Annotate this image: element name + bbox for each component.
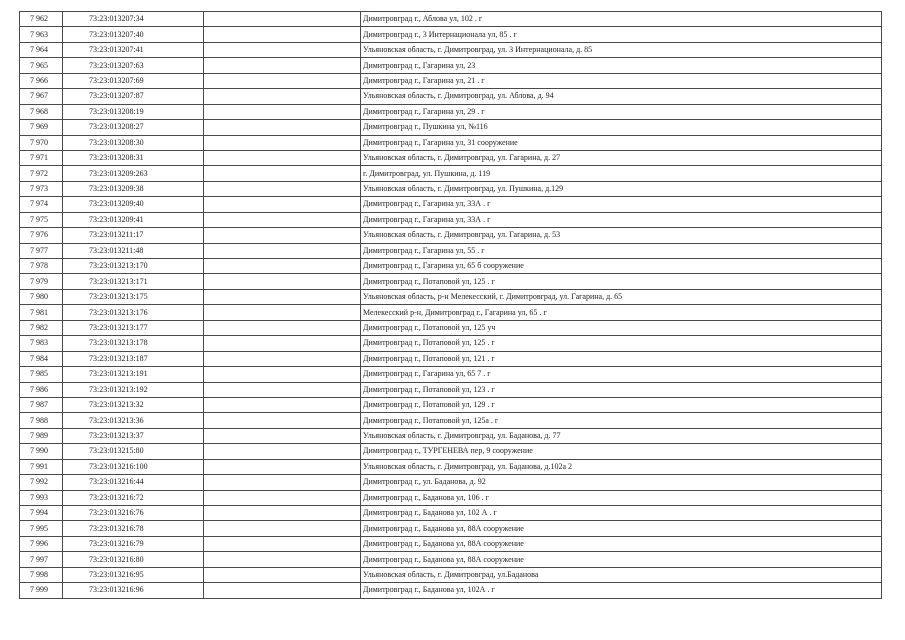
- empty-cell: [204, 73, 361, 88]
- row-number-cell: 7 974: [20, 197, 63, 212]
- cadastral-number-cell: 73:23:013213:178: [63, 336, 204, 351]
- address-cell: Ульяновская область, г. Димитровград, ул. Гагарина, д. 27: [361, 150, 882, 165]
- cadastral-number-cell: 73:23:013213:32: [63, 397, 204, 412]
- row-number-cell: 7 967: [20, 89, 63, 104]
- address-cell: Димитровград г., Потаповой ул, 125 уч: [361, 320, 882, 335]
- table-row: [20, 228, 882, 243]
- table-row: [20, 274, 882, 289]
- cadastral-number-cell: 73:23:013216:72: [63, 490, 204, 505]
- cadastral-number-cell: 73:23:013213:191: [63, 367, 204, 382]
- row-number-cell: 7 989: [20, 428, 63, 443]
- empty-cell: [204, 181, 361, 196]
- registry-table-body: [20, 12, 882, 599]
- row-number-cell: 7 996: [20, 536, 63, 551]
- table-row: [20, 73, 882, 88]
- row-number-cell: 7 993: [20, 490, 63, 505]
- empty-cell: [204, 506, 361, 521]
- address-cell: Ульяновская область, г. Димитровград, ул. Баданова, д.102а 2: [361, 459, 882, 474]
- empty-cell: [204, 89, 361, 104]
- empty-cell: [204, 336, 361, 351]
- row-number-cell: 7 985: [20, 367, 63, 382]
- table-row: [20, 336, 882, 351]
- empty-cell: [204, 228, 361, 243]
- cadastral-number-cell: 73:23:013213:187: [63, 351, 204, 366]
- row-number-cell: 7 997: [20, 552, 63, 567]
- empty-cell: [204, 166, 361, 181]
- empty-cell: [204, 475, 361, 490]
- address-cell: Димитровград г., Пушкина ул, №116: [361, 120, 882, 135]
- address-cell: Ульяновская область, г. Димитровград, ул. Пушкина, д.129: [361, 181, 882, 196]
- row-number-cell: 7 965: [20, 58, 63, 73]
- row-number-cell: 7 986: [20, 382, 63, 397]
- empty-cell: [204, 428, 361, 443]
- table-row: [20, 166, 882, 181]
- address-cell: Димитровград г., Баданова ул, 88А сооружение: [361, 552, 882, 567]
- table-row: [20, 12, 882, 27]
- cadastral-number-cell: 73:23:013207:40: [63, 27, 204, 42]
- address-cell: Ульяновская область, г. Димитровград, ул. Баданова, д. 77: [361, 428, 882, 443]
- address-cell: Димитровград г., Баданова ул, 88А сооружение: [361, 536, 882, 551]
- cadastral-number-cell: 73:23:013207:63: [63, 58, 204, 73]
- row-number-cell: 7 969: [20, 120, 63, 135]
- address-cell: Димитровград г., Гагарина ул, 65 б сооружение: [361, 259, 882, 274]
- empty-cell: [204, 243, 361, 258]
- empty-cell: [204, 12, 361, 27]
- empty-cell: [204, 351, 361, 366]
- table-row: [20, 243, 882, 258]
- table-row: [20, 475, 882, 490]
- table-row: [20, 444, 882, 459]
- row-number-cell: 7 976: [20, 228, 63, 243]
- row-number-cell: 7 981: [20, 305, 63, 320]
- cadastral-number-cell: 73:23:013216:79: [63, 536, 204, 551]
- table-row: [20, 212, 882, 227]
- table-row: [20, 181, 882, 196]
- table-row: [20, 367, 882, 382]
- cadastral-number-cell: 73:23:013216:44: [63, 475, 204, 490]
- table-row: [20, 42, 882, 57]
- empty-cell: [204, 104, 361, 119]
- empty-cell: [204, 397, 361, 412]
- address-cell: Ульяновская область, г. Димитровград, ул.Баданова: [361, 567, 882, 582]
- table-row: [20, 89, 882, 104]
- address-cell: Димитровград г., Гагарина ул, 29 . г: [361, 104, 882, 119]
- cadastral-number-cell: 73:23:013215:80: [63, 444, 204, 459]
- empty-cell: [204, 521, 361, 536]
- table-row: [20, 289, 882, 304]
- empty-cell: [204, 490, 361, 505]
- cadastral-number-cell: 73:23:013208:19: [63, 104, 204, 119]
- table-row: [20, 506, 882, 521]
- cadastral-number-cell: 73:23:013207:41: [63, 42, 204, 57]
- table-row: [20, 413, 882, 428]
- address-cell: Димитровград г., Потаповой ул, 123 . г: [361, 382, 882, 397]
- empty-cell: [204, 259, 361, 274]
- row-number-cell: 7 980: [20, 289, 63, 304]
- address-cell: Димитровград г., Аблова ул, 102 . г: [361, 12, 882, 27]
- table-row: [20, 305, 882, 320]
- cadastral-number-cell: 73:23:013216:76: [63, 506, 204, 521]
- cadastral-number-cell: 73:23:013207:87: [63, 89, 204, 104]
- table-row: [20, 320, 882, 335]
- cadastral-number-cell: 73:23:013216:80: [63, 552, 204, 567]
- row-number-cell: 7 992: [20, 475, 63, 490]
- address-cell: Димитровград г., Баданова ул, 102 А . г: [361, 506, 882, 521]
- cadastral-number-cell: 73:23:013216:95: [63, 567, 204, 582]
- cadastral-number-cell: 73:23:013207:69: [63, 73, 204, 88]
- cadastral-number-cell: 73:23:013213:176: [63, 305, 204, 320]
- cadastral-number-cell: 73:23:013208:27: [63, 120, 204, 135]
- table-row: [20, 536, 882, 551]
- empty-cell: [204, 459, 361, 474]
- cadastral-number-cell: 73:23:013216:96: [63, 583, 204, 598]
- address-cell: Ульяновская область, г. Димитровград, ул. Гагарина, д. 53: [361, 228, 882, 243]
- address-cell: Димитровград г., Гагарина ул, 21 . г: [361, 73, 882, 88]
- row-number-cell: 7 979: [20, 274, 63, 289]
- row-number-cell: 7 991: [20, 459, 63, 474]
- table-row: [20, 150, 882, 165]
- row-number-cell: 7 963: [20, 27, 63, 42]
- empty-cell: [204, 135, 361, 150]
- empty-cell: [204, 382, 361, 397]
- address-cell: Димитровград г., Потаповой ул, 125 . г: [361, 274, 882, 289]
- table-row: [20, 521, 882, 536]
- address-cell: Ульяновская область, г. Димитровград, ул. Аблова, д. 94: [361, 89, 882, 104]
- row-number-cell: 7 977: [20, 243, 63, 258]
- address-cell: Димитровград г., Гагарина ул, 33А . г: [361, 212, 882, 227]
- address-cell: Мелекесский р-н, Димитровград г., Гагарина ул, 65 . г: [361, 305, 882, 320]
- table-row: [20, 197, 882, 212]
- cadastral-number-cell: 73:23:013209:41: [63, 212, 204, 227]
- row-number-cell: 7 988: [20, 413, 63, 428]
- row-number-cell: 7 978: [20, 259, 63, 274]
- empty-cell: [204, 212, 361, 227]
- table-row: [20, 583, 882, 598]
- cadastral-number-cell: 73:23:013213:170: [63, 259, 204, 274]
- row-number-cell: 7 973: [20, 181, 63, 196]
- empty-cell: [204, 120, 361, 135]
- row-number-cell: 7 972: [20, 166, 63, 181]
- table-row: [20, 382, 882, 397]
- table-row: [20, 27, 882, 42]
- cadastral-number-cell: 73:23:013213:175: [63, 289, 204, 304]
- address-cell: Димитровград г., ТУРГЕНЕВА пер, 9 сооружение: [361, 444, 882, 459]
- cadastral-number-cell: 73:23:013211:48: [63, 243, 204, 258]
- address-cell: Димитровград г., Гагарина ул, 31 сооружение: [361, 135, 882, 150]
- empty-cell: [204, 552, 361, 567]
- empty-cell: [204, 150, 361, 165]
- cadastral-number-cell: 73:23:013213:36: [63, 413, 204, 428]
- table-row: [20, 58, 882, 73]
- table-row: [20, 104, 882, 119]
- cadastral-number-cell: 73:23:013213:171: [63, 274, 204, 289]
- empty-cell: [204, 289, 361, 304]
- table-row: [20, 120, 882, 135]
- table-row: [20, 351, 882, 366]
- cadastral-number-cell: 73:23:013208:30: [63, 135, 204, 150]
- cadastral-number-cell: 73:23:013211:17: [63, 228, 204, 243]
- empty-cell: [204, 274, 361, 289]
- row-number-cell: 7 984: [20, 351, 63, 366]
- registry-table: [19, 11, 882, 599]
- empty-cell: [204, 413, 361, 428]
- row-number-cell: 7 971: [20, 150, 63, 165]
- empty-cell: [204, 367, 361, 382]
- cadastral-number-cell: 73:23:013213:192: [63, 382, 204, 397]
- cadastral-number-cell: 73:23:013209:40: [63, 197, 204, 212]
- row-number-cell: 7 962: [20, 12, 63, 27]
- row-number-cell: 7 983: [20, 336, 63, 351]
- empty-cell: [204, 42, 361, 57]
- table-row: [20, 490, 882, 505]
- empty-cell: [204, 444, 361, 459]
- empty-cell: [204, 320, 361, 335]
- table-row: [20, 552, 882, 567]
- table-row: [20, 397, 882, 412]
- cadastral-number-cell: 73:23:013209:38: [63, 181, 204, 196]
- empty-cell: [204, 197, 361, 212]
- row-number-cell: 7 987: [20, 397, 63, 412]
- address-cell: Димитровград г., Гагарина ул, 65 7 . г: [361, 367, 882, 382]
- address-cell: Димитровград г., Потаповой ул, 129 . г: [361, 397, 882, 412]
- address-cell: г. Димитровград, ул. Пушкина, д. 119: [361, 166, 882, 181]
- cadastral-number-cell: 73:23:013216:78: [63, 521, 204, 536]
- empty-cell: [204, 567, 361, 582]
- cadastral-number-cell: 73:23:013213:177: [63, 320, 204, 335]
- address-cell: Димитровград г., Гагарина ул, 55 . г: [361, 243, 882, 258]
- table-row: [20, 567, 882, 582]
- address-cell: Димитровград г., Потаповой ул, 125а . г: [361, 413, 882, 428]
- empty-cell: [204, 583, 361, 598]
- row-number-cell: 7 968: [20, 104, 63, 119]
- row-number-cell: 7 964: [20, 42, 63, 57]
- empty-cell: [204, 58, 361, 73]
- empty-cell: [204, 305, 361, 320]
- table-row: [20, 135, 882, 150]
- row-number-cell: 7 998: [20, 567, 63, 582]
- address-cell: Димитровград г., 3 Интернационала ул, 85 . г: [361, 27, 882, 42]
- address-cell: Димитровград г., Баданова ул, 106 . г: [361, 490, 882, 505]
- row-number-cell: 7 982: [20, 320, 63, 335]
- address-cell: Ульяновская область, р-н Мелекесский, г. Димитровград, ул. Гагарина, д. 65: [361, 289, 882, 304]
- cadastral-number-cell: 73:23:013207:34: [63, 12, 204, 27]
- table-row: [20, 428, 882, 443]
- address-cell: Димитровград г., Потаповой ул, 121 . г: [361, 351, 882, 366]
- cadastral-number-cell: 73:23:013208:31: [63, 150, 204, 165]
- empty-cell: [204, 27, 361, 42]
- cadastral-number-cell: 73:23:013213:37: [63, 428, 204, 443]
- row-number-cell: 7 970: [20, 135, 63, 150]
- table-row: [20, 259, 882, 274]
- cadastral-number-cell: 73:23:013216:100: [63, 459, 204, 474]
- row-number-cell: 7 999: [20, 583, 63, 598]
- address-cell: Димитровград г., Гагарина ул, 23: [361, 58, 882, 73]
- address-cell: Димитровград г., Потаповой ул, 125 . г: [361, 336, 882, 351]
- address-cell: Ульяновская область, г. Димитровград, ул. 3 Интернационала, д. 85: [361, 42, 882, 57]
- row-number-cell: 7 994: [20, 506, 63, 521]
- address-cell: Димитровград г., Гагарина ул, 33А . г: [361, 197, 882, 212]
- row-number-cell: 7 990: [20, 444, 63, 459]
- row-number-cell: 7 966: [20, 73, 63, 88]
- row-number-cell: 7 975: [20, 212, 63, 227]
- address-cell: Димитровград г., Баданова ул, 88А сооружение: [361, 521, 882, 536]
- table-row: [20, 459, 882, 474]
- address-cell: Димитровград г., Баданова ул, 102А . г: [361, 583, 882, 598]
- empty-cell: [204, 536, 361, 551]
- row-number-cell: 7 995: [20, 521, 63, 536]
- address-cell: Димитровград г., ул. Баданова, д. 92: [361, 475, 882, 490]
- cadastral-number-cell: 73:23:013209:263: [63, 166, 204, 181]
